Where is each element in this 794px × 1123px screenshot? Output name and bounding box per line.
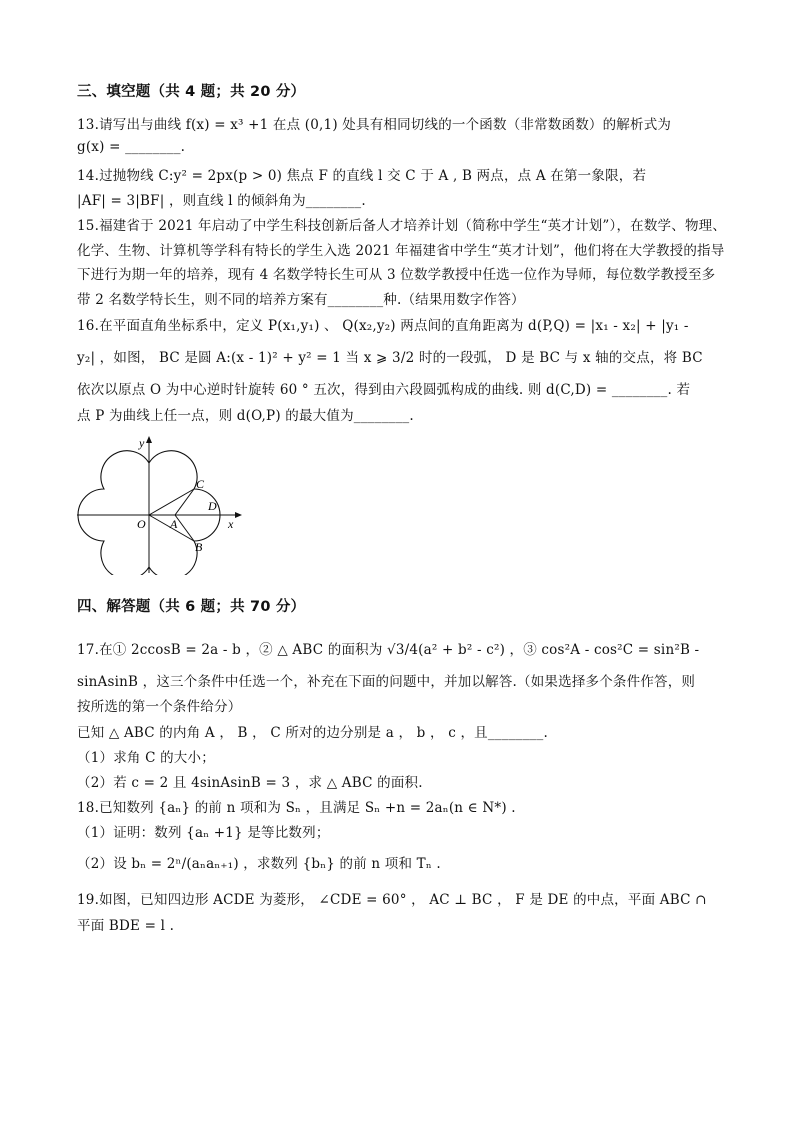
q17-line-1: 17.在① 2ccosB = 2a - b ，② △ ABC 的面积为 √3/4(a² + b² - c²) ，③ cos²A - cos²C = sin²B - xyxy=(77,642,700,658)
section-4-heading: 四、解答题（共 6 题；共 70 分） xyxy=(77,599,306,615)
q16-line-2: y₂| ，如图， BC 是圆 A:(x - 1)² + y² = 1 当 x ⩾ 3/2 时的一段弧， D 是 BC 与 x 轴的交点，将 BC xyxy=(77,350,703,366)
flower-curve-diagram xyxy=(77,435,247,575)
q17-line-5: （1）求角 C 的大小； xyxy=(77,750,215,766)
segment-a-c xyxy=(175,489,194,515)
q13-line-2: g(x) = ________. xyxy=(77,139,186,155)
q16-line-4: 点 P 为曲线上任一点，则 d(O,P) 的最大值为________. xyxy=(77,408,414,424)
q18-line-2: （1）证明：数列 {aₙ +1} 是等比数列； xyxy=(77,825,330,841)
q17-line-4: 已知 △ ABC 的内角 A ， B ， C 所对的边分别是 a ， b ， c ，且________. xyxy=(77,725,548,741)
label-a: A xyxy=(170,517,178,531)
q19-line-1: 19.如图，已知四边形 ACDE 为菱形， ∠CDE = 60° ， AC ⊥ BC ， F 是 DE 的中点，平面 ABC ∩ xyxy=(77,892,707,908)
q16-figure xyxy=(77,435,247,575)
q16-line-3: 依次以原点 O 为中心逆时针旋转 60 ° 五次，得到由六段圆弧构成的曲线. 则 d(C,D) = ________. 若 xyxy=(77,382,691,398)
label-y: y xyxy=(139,436,145,450)
section-3-heading: 三、填空题（共 4 题；共 20 分） xyxy=(77,84,306,100)
q15-line-2: 化学、生物、计算机等学科有特长的学生入选 2021 年福建省中学生“英才计划”，他们将在大学教授的指导 xyxy=(77,243,725,259)
x-axis-arrow xyxy=(235,512,242,518)
label-d: D xyxy=(208,499,217,513)
y-axis-arrow xyxy=(146,436,152,443)
q16-line-1: 16.在平面直角坐标系中，定义 P(x₁,y₁) 、 Q(x₂,y₂) 两点间的直角距离为 d(P,Q) = |x₁ - x₂| + |y₁ - xyxy=(77,318,689,334)
q17-line-2: sinAsinB ，这三个条件中任选一个，补充在下面的问题中，并加以解答.（如果选择多个条件作答，则 xyxy=(77,674,696,690)
q15-line-1: 15.福建省于 2021 年启动了中学生科技创新后备人才培养计划（简称中学生“英才计划”），在数学、物理、 xyxy=(77,218,727,234)
label-b: B xyxy=(195,540,203,554)
segment-o-c xyxy=(149,489,194,515)
q17-line-3: 按所选的第一个条件给分） xyxy=(77,699,242,715)
q14-line-2: |AF| = 3|BF| ，则直线 l 的倾斜角为________. xyxy=(77,193,366,209)
q17-line-6: （2）若 c = 2 且 4sinAsinB = 3 ，求 △ ABC 的面积. xyxy=(77,775,423,791)
q13-line-1: 13.请写出与曲线 f(x) = x³ +1 在点 (0,1) 处具有相同切线的一个函数（非常数函数）的解析式为 xyxy=(77,117,672,133)
q18-line-1: 18.已知数列 {aₙ} 的前 n 项和为 Sₙ ，且满足 Sₙ +n = 2aₙ(n ∈ N*) . xyxy=(77,800,516,816)
segment-a-b xyxy=(175,515,194,541)
q14-line-1: 14.过抛物线 C:y² = 2px(p > 0) 焦点 F 的直线 l 交 C 于 A , B 两点，点 A 在第一象限，若 xyxy=(77,168,647,184)
label-c: C xyxy=(196,477,205,491)
q18-line-3: （2）设 bₙ = 2ⁿ/(aₙaₙ₊₁) ，求数列 {bₙ} 的前 n 项和 Tₙ . xyxy=(77,856,441,872)
q19-line-2: 平面 BDE = l . xyxy=(77,918,175,934)
label-x: x xyxy=(228,517,234,531)
q15-line-4: 带 2 名数学特长生，则不同的培养方案有________种.（结果用数字作答） xyxy=(77,292,525,308)
q15-line-3: 下进行为期一年的培养，现有 4 名数学特长生可从 3 位数学教授中任选一位作为导师，每位数学教授至多 xyxy=(77,267,716,283)
label-o: O xyxy=(137,517,146,531)
